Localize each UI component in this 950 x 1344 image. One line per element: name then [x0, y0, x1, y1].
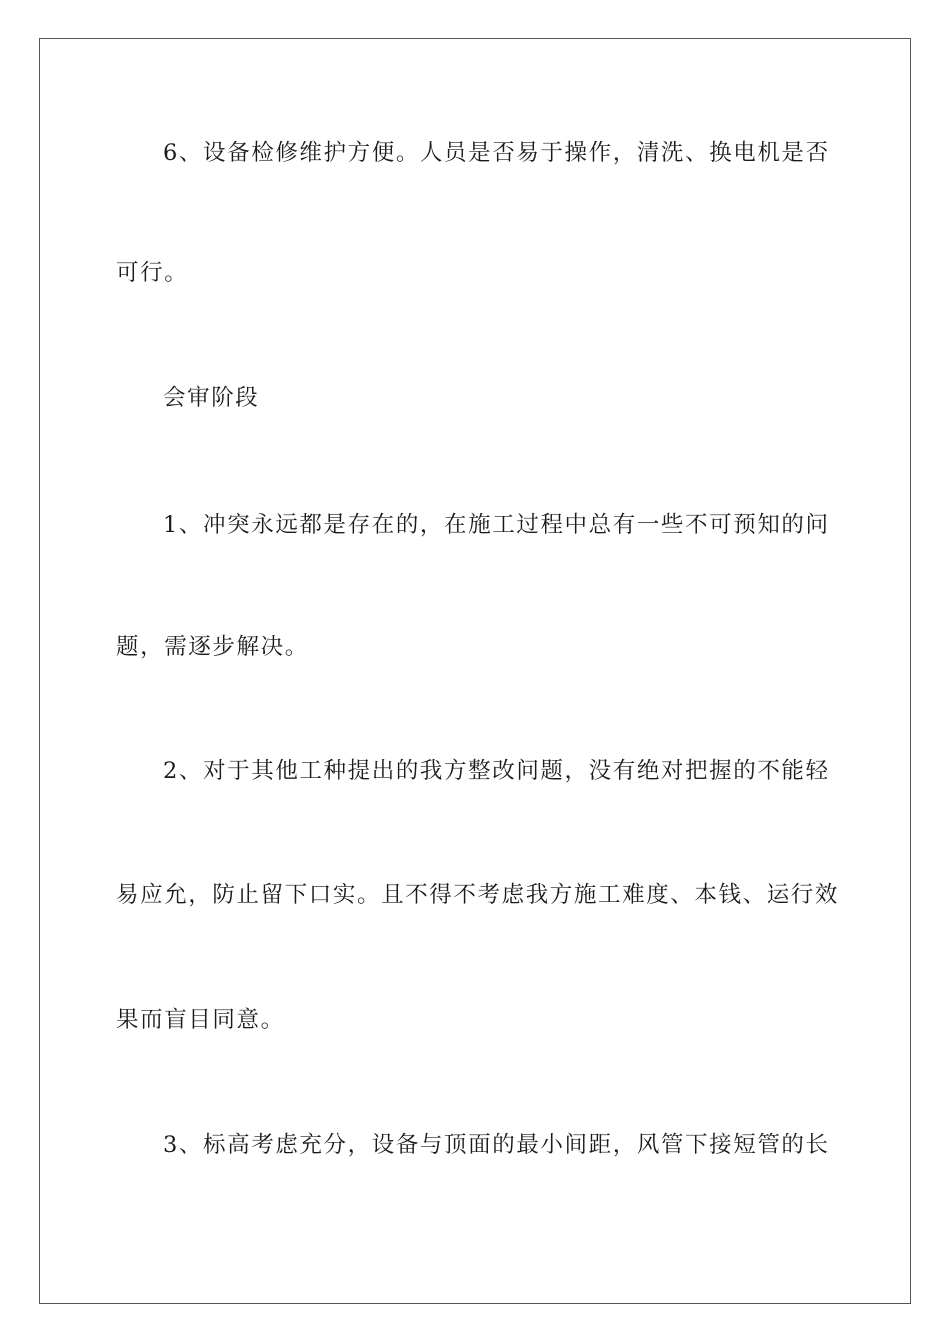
paragraph-2-line-3: 果而盲目同意。	[116, 1007, 285, 1033]
paragraph-2-line-1: 2、对于其他工种提出的我方整改问题，没有绝对把握的不能轻	[163, 758, 830, 784]
section-heading: 会审阶段	[163, 385, 260, 411]
paragraph-6-line-2: 可行。	[116, 260, 189, 286]
page-border	[39, 38, 911, 1304]
paragraph-1-line-1: 1、冲突永远都是存在的，在施工过程中总有一些不可预知的问	[163, 512, 830, 538]
paragraph-2-line-2: 易应允，防止留下口实。且不得不考虑我方施工难度、本钱、运行效	[116, 882, 840, 908]
paragraph-3-line-1: 3、标高考虑充分，设备与顶面的最小间距，风管下接短管的长	[163, 1132, 830, 1158]
paragraph-6-line-1: 6、设备检修维护方便。人员是否易于操作，清洗、换电机是否	[163, 140, 830, 166]
paragraph-1-line-2: 题，需逐步解决。	[116, 634, 309, 660]
